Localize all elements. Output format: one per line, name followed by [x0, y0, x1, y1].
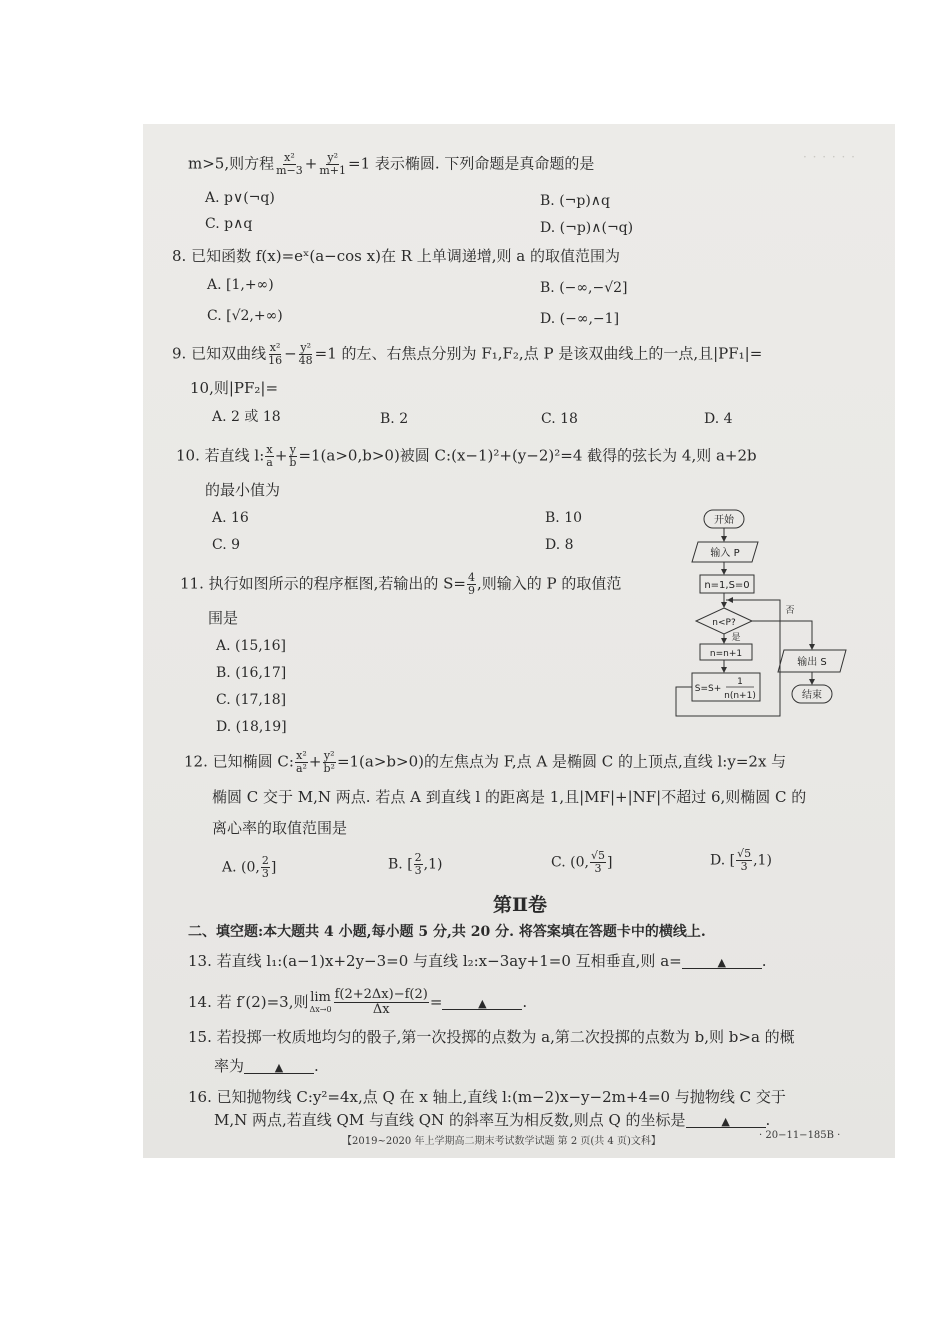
- page-footer: 【2019~2020 年上学期高二期末考试数学试题 第 2 页(共 4 页)文科】: [342, 1136, 661, 1147]
- q10-option-a: A. 16: [212, 510, 249, 526]
- q8-option-a: A. [1,+∞): [207, 277, 274, 293]
- q12-option-c: C. (0, $\frac{√5}{3}$ ]: [551, 849, 613, 876]
- q11-stem-line2: 围是: [208, 609, 239, 627]
- q8-option-d: D. (−∞,−1]: [540, 311, 620, 327]
- q9-option-d: D. 4: [704, 411, 733, 427]
- q12-stem: 12. 已知椭圆 C: $\frac{\text{x²}}{\text{a²}}$ + $\frac{\text{y²}}{\text{b²}}$ =1(a>b>0)的左焦点为 F,点 A 是椭圆 C 的上顶点,直线 l:y=2x 与: [184, 749, 787, 776]
- q9-option-c: C. 18: [541, 411, 578, 427]
- q9-stem: 9. 已知双曲线 $\frac{\text{x²}}{16}$ − $\frac{\text{y²}}{48}$ =1 的左、右焦点分别为 F₁,F₂,点 P 是该双曲线上的一点,且|PF₁|=: [172, 341, 763, 368]
- bleed-through-text: · · · · · ·: [803, 150, 856, 164]
- q14-answer-blank[interactable]: ▲: [442, 998, 522, 1010]
- flow-yes-label: 是: [731, 633, 741, 643]
- section-title: 第Ⅱ卷: [493, 894, 548, 916]
- q10-option-c: C. 9: [212, 537, 241, 553]
- flow-condition-text: n<P?: [712, 618, 736, 628]
- q14: 14. 若 f′(2)=3,则 lim Δx→0 $\frac{f(2+2\Delta x)-f(2)}{\Delta x}$ = ▲ .: [188, 987, 528, 1018]
- q12-option-d: D. [ $\frac{√5}{3}$ ,1): [710, 847, 772, 874]
- q7-option-a: A. p∨(¬q): [205, 190, 275, 206]
- flow-accumulate-num: 1: [737, 677, 743, 687]
- flow-accumulate-left: S=S+: [694, 684, 722, 694]
- q15-answer-blank[interactable]: ▲: [244, 1062, 314, 1074]
- q12-option-a: A. (0, $\frac{2}{3}$ ]: [222, 854, 277, 881]
- q9-option-b: B. 2: [380, 411, 409, 427]
- q15-line1: 15. 若投掷一枚质地均匀的骰子,第一次投掷的点数为 a,第二次投掷的点数为 b,则 b>a 的概: [188, 1028, 795, 1046]
- q10-stem: 10. 若直线 l: $\frac{x}{a}$ + $\frac{y}{b}$ =1(a>0,b>0)被圆 C:(x−1)²+(y−2)²=4 截得的弦长为 4,则 a+2b: [176, 443, 757, 470]
- q12-option-b: B. [ $\frac{2}{3}$ ,1): [388, 851, 443, 878]
- section-header: 二、填空题:本大题共 4 小题,每小题 5 分,共 20 分. 将答案填在答题卡中的横线上.: [188, 924, 706, 940]
- q13: 13. 若直线 l₁:(a−1)x+2y−3=0 与直线 l₂:x−3ay+1=0 互相垂直,则 a= ▲ .: [188, 952, 767, 970]
- q16-answer-blank[interactable]: ▲: [686, 1116, 766, 1128]
- q11-option-b: B. (16,17]: [216, 665, 287, 681]
- q9-option-a: A. 2 或 18: [212, 409, 281, 425]
- q12-stem-line3: 离心率的取值范围是: [212, 819, 348, 837]
- flow-increment-text: n=n+1: [709, 649, 743, 659]
- q13-answer-blank[interactable]: ▲: [682, 957, 762, 969]
- flow-end-text: 结束: [802, 690, 822, 701]
- q8-option-b: B. (−∞,−√2]: [540, 280, 628, 296]
- flow-no-label: 否: [785, 606, 795, 616]
- q11-option-a: A. (15,16]: [216, 638, 287, 654]
- q7-stem: m>5,则方程 $\frac{\text{x²}}{m-3}$ + $\frac{\text{y²}}{m+1}$ =1 表示椭圆. 下列命题是真命题的是: [188, 151, 595, 178]
- q8-option-c: C. [√2,+∞): [207, 308, 283, 324]
- q7-option-d: D. (¬p)∧(¬q): [540, 220, 634, 236]
- q10-option-b: B. 10: [545, 510, 583, 526]
- flowchart: [670, 506, 870, 721]
- q15-line2: 率为 ▲ .: [214, 1057, 319, 1075]
- q11-option-d: D. (18,19]: [216, 719, 287, 735]
- q10-stem-line2: 的最小值为: [205, 481, 281, 499]
- exam-code: · 20−11−185B ·: [759, 1130, 841, 1141]
- q7-option-b: B. (¬p)∧q: [540, 193, 611, 209]
- q11-stem: 11. 执行如图所示的程序框图,若输出的 S= $\frac{4}{9}$ ,则输入的 P 的取值范: [180, 571, 622, 598]
- q8-stem: 8. 已知函数 f(x)=eˣ(a−cos x)在 R 上单调递增,则 a 的取值范围为: [172, 247, 621, 265]
- q10-option-d: D. 8: [545, 537, 574, 553]
- flow-start-text: 开始: [714, 515, 734, 526]
- q16-line2: M,N 两点,若直线 QM 与直线 QN 的斜率互为相反数,则点 Q 的坐标是 ▲ .: [214, 1111, 771, 1129]
- q12-stem-line2: 椭圆 C 交于 M,N 两点. 若点 A 到直线 l 的距离是 1,且|MF|+|NF|不超过 6,则椭圆 C 的: [212, 788, 807, 806]
- q16-line1: 16. 已知抛物线 C:y²=4x,点 Q 在 x 轴上,直线 l:(m−2)x−y−2m+4=0 与抛物线 C 交于: [188, 1088, 786, 1106]
- q9-stem-line2: 10,则|PF₂|=: [190, 379, 279, 397]
- flow-accumulate-den: n(n+1): [724, 691, 756, 701]
- flow-input-text: 输入 P: [710, 548, 740, 559]
- q11-option-c: C. (17,18]: [216, 692, 287, 708]
- q7-option-c: C. p∧q: [205, 216, 253, 232]
- flow-output-text: 输出 S: [797, 657, 827, 668]
- flow-init-text: n=1,S=0: [704, 580, 750, 591]
